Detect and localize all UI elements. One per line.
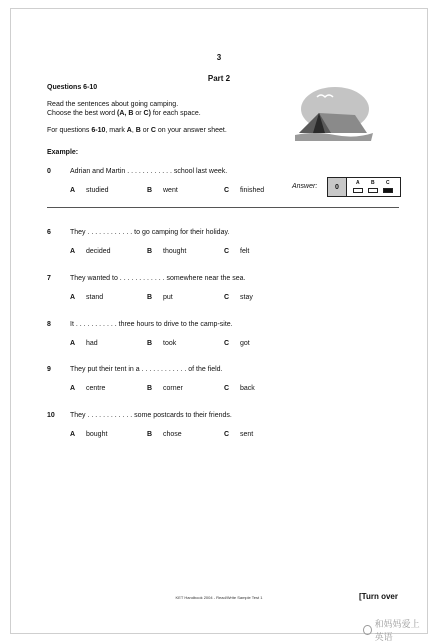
example-option-letter: A	[70, 187, 76, 194]
example-option-text: studied	[86, 187, 109, 194]
question-stem: They wanted to . . . . . . . . . . . . somewhere near the sea.	[70, 275, 246, 282]
option-text: back	[240, 385, 255, 392]
question-number: 7	[47, 275, 51, 282]
option-letter: A	[70, 431, 76, 438]
instruction-bold: (A, B	[117, 110, 134, 117]
instruction-text: or	[140, 127, 151, 134]
camping-tent-illustration	[293, 83, 373, 145]
option-letter: C	[224, 248, 230, 255]
option-letter: A	[70, 340, 76, 347]
instruction-line-2	[47, 110, 201, 117]
option-letter: B	[147, 385, 153, 392]
option-letter: C	[224, 385, 230, 392]
example-option-letter: B	[147, 187, 153, 194]
example-option-text: finished	[240, 187, 265, 194]
watermark-text: 和妈妈爱上英语	[374, 619, 420, 642]
answer-box-a	[353, 188, 363, 193]
wechat-icon	[363, 625, 372, 635]
part-title: Part 2	[207, 74, 231, 83]
option-letter: B	[147, 340, 153, 347]
answer-label: Answer:	[292, 183, 318, 190]
option-letter: C	[224, 294, 230, 301]
example-number: 0	[47, 168, 51, 175]
instruction-bold: C	[150, 127, 156, 134]
option-letter: C	[224, 431, 230, 438]
option-letter: A	[70, 294, 76, 301]
option-letter: B	[147, 248, 153, 255]
example-stem: Adrian and Martin . . . . . . . . . . . . school last week.	[70, 168, 228, 175]
instruction-text: ,	[131, 127, 136, 134]
questions-title: Questions 6-10	[47, 84, 98, 91]
option-text: got	[240, 340, 250, 347]
instruction-text: , mark	[105, 127, 127, 134]
answer-letter: C	[386, 180, 390, 186]
instruction-text: or	[133, 110, 144, 117]
instruction-bold: A	[126, 127, 132, 134]
answer-grid	[347, 178, 400, 196]
instruction-bold: 6-10	[91, 127, 106, 134]
instruction-line-1: Read the sentences about going camping.	[47, 101, 179, 108]
option-letter: B	[147, 431, 153, 438]
option-text: stay	[240, 294, 253, 301]
turn-over-label: [Turn over	[359, 592, 398, 601]
option-text: decided	[86, 248, 111, 255]
question-stem: They . . . . . . . . . . . . to go camping for their holiday.	[70, 229, 230, 236]
page-number: 3	[216, 53, 222, 62]
question-stem: They put their tent in a . . . . . . . . . . . . of the field.	[70, 366, 223, 373]
grass-ground	[295, 133, 373, 141]
answer-box-b	[368, 188, 378, 193]
option-text: put	[163, 294, 173, 301]
answer-number: 0	[328, 178, 347, 196]
answer-box-c	[383, 188, 393, 193]
watermark	[363, 617, 427, 643]
example-label: Example:	[47, 149, 79, 156]
instruction-line-3	[47, 127, 227, 134]
option-letter: A	[70, 385, 76, 392]
option-text: had	[86, 340, 98, 347]
example-option-text: went	[163, 187, 178, 194]
question-number: 8	[47, 321, 51, 328]
example-option-letter: C	[224, 187, 230, 194]
question-number: 9	[47, 366, 51, 373]
question-number: 10	[47, 412, 55, 419]
option-text: took	[163, 340, 177, 347]
option-text: felt	[240, 248, 250, 255]
instruction-bold: C)	[143, 110, 151, 117]
option-text: corner	[163, 385, 183, 392]
instruction-text: For questions	[47, 127, 92, 134]
divider-line	[47, 207, 399, 208]
option-text: sent	[240, 431, 254, 438]
option-text: chose	[163, 431, 182, 438]
answer-box	[327, 177, 401, 197]
exam-page	[10, 8, 428, 642]
question-number: 6	[47, 229, 51, 236]
instruction-text: on your answer sheet.	[155, 127, 227, 134]
answer-letter: A	[356, 180, 360, 186]
option-letter: C	[224, 340, 230, 347]
footer-text: KET Handbook 2004 - Read/Write Sample Test 1	[175, 595, 263, 600]
option-text: stand	[86, 294, 104, 301]
option-text: bought	[86, 431, 108, 438]
option-letter: B	[147, 294, 153, 301]
question-stem: It . . . . . . . . . . . three hours to drive to the camp-site.	[70, 321, 233, 328]
option-letter: A	[70, 248, 76, 255]
answer-letter: B	[371, 180, 375, 186]
option-text: centre	[86, 385, 106, 392]
instruction-bold: B	[135, 127, 141, 134]
question-stem: They . . . . . . . . . . . . some postcards to their friends.	[70, 412, 232, 419]
instruction-text: Choose the best word	[47, 110, 118, 117]
option-text: thought	[163, 248, 187, 255]
instruction-text: for each space.	[150, 110, 201, 117]
